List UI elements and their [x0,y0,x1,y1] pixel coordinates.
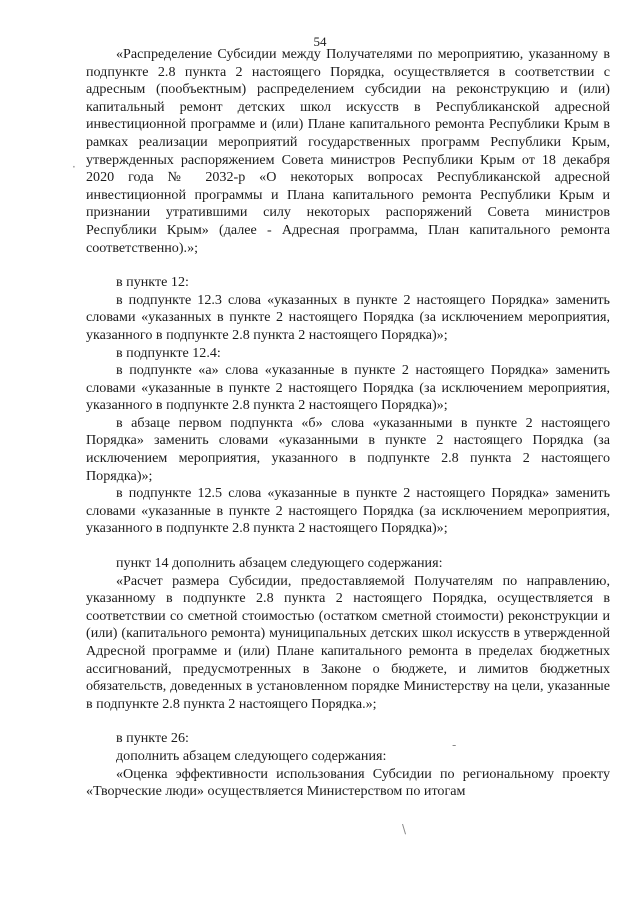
paragraph: в подпункте 12.4: [116,344,221,361]
paragraph: в подпункте 12.3 слова «указанных в пункте 2 настоящего Порядка» заменить словами «указанных в пункте 2 настоящего Порядка (за исключением мероприятия, указанного в подпункте 2.8 пункта 2 настоящего Порядка)»; [86,291,610,343]
document-body [86,46,610,801]
paragraph: в абзаце первом подпункта «б» слова «указанными в пункте 2 настоящего Порядка» заменить словами «указанными в пункте 2 настоящего Порядка (за исключением мероприятия, указанного в подпункте 2.8 пункта 2 настоящего Порядка)»; [86,414,610,484]
section-point-12 [86,274,610,538]
section-subsidy-distribution [86,46,610,257]
paragraph: «Распределение Субсидии между Получателями по мероприятию, указанному в подпункте 2.8 пункта 2 настоящего Порядка, осуществляется в соответствии с адресным (пообъектным) распределением субсидии на реконструкцию и (или) капитальный ремонт детских школ искусств в Республиканской адресной инвестиционной программе и (или) Плане капитального ремонта Республики Крым в рамках реализации мероприятий государственных программ Республики Крым, утвержденных распоряжением Совета министров Республики Крым от 18 декабря 2020 года № 2032-р «О некоторых вопросах Республиканской адресной инвестиционной программы и Плана капитального ремонта Республики Крым и признании утратившими силу некоторых распоряжений Совета министров Республики Крым» (далее - Адресная программа, План капитального ремонта соответственно).»; [86,46,610,256]
paragraph: «Расчет размера Субсидии, предоставляемой Получателям по направлению, указанному в подпункте 2.8 пункта 2 настоящего Порядка, осуществляется в соответствии со сметной стоимостью (остатком сметной стоимости) реконструкции и (или) (капитального ремонта) муниципальных детских школ искусств в утвержденной Адресной программе и (или) Плане капитального ремонта в пределах бюджетных ассигнований, предусмотренных в Законе о бюджете, и лимитов бюджетных обязательств, доведенных в установленном порядке Министерству на цели, указанные в подпункте 2.8 пункта 2 настоящего Порядка.»; [86,572,610,712]
paragraph: пункт 14 дополнить абзацем следующего содержания: [116,555,443,572]
paragraph: в пункте 12: [116,274,189,291]
page-number: 54 [313,34,327,49]
paragraph: в подпункте «а» слова «указанные в пункте 2 настоящего Порядка» заменить словами «указанные в пункте 2 настоящего Порядка (за исключением мероприятия, указанного в подпункте 2.8 пункта 2 настоящего Порядка)»; [86,362,610,414]
scan-speck: · [72,160,76,174]
paragraph: дополнить абзацем следующего содержания: [116,747,387,764]
section-point-14 [86,555,610,713]
paragraph: «Оценка эффективности использования Субсидии по региональному проекту «Творческие люди» осуществляется Министерством по итогам [86,765,610,800]
paragraph: в подпункте 12.5 слова «указанные в пункте 2 настоящего Порядка» заменить словами «указанные в пункте 2 настоящего Порядка (за исключением мероприятия, указанного в подпункте 2.8 пункта 2 настоящего Порядка)»; [86,485,610,537]
section-point-26 [86,730,610,800]
scan-speck: \ [402,822,407,836]
paragraph: в пункте 26: [116,730,189,747]
scan-speck: - [452,738,457,752]
